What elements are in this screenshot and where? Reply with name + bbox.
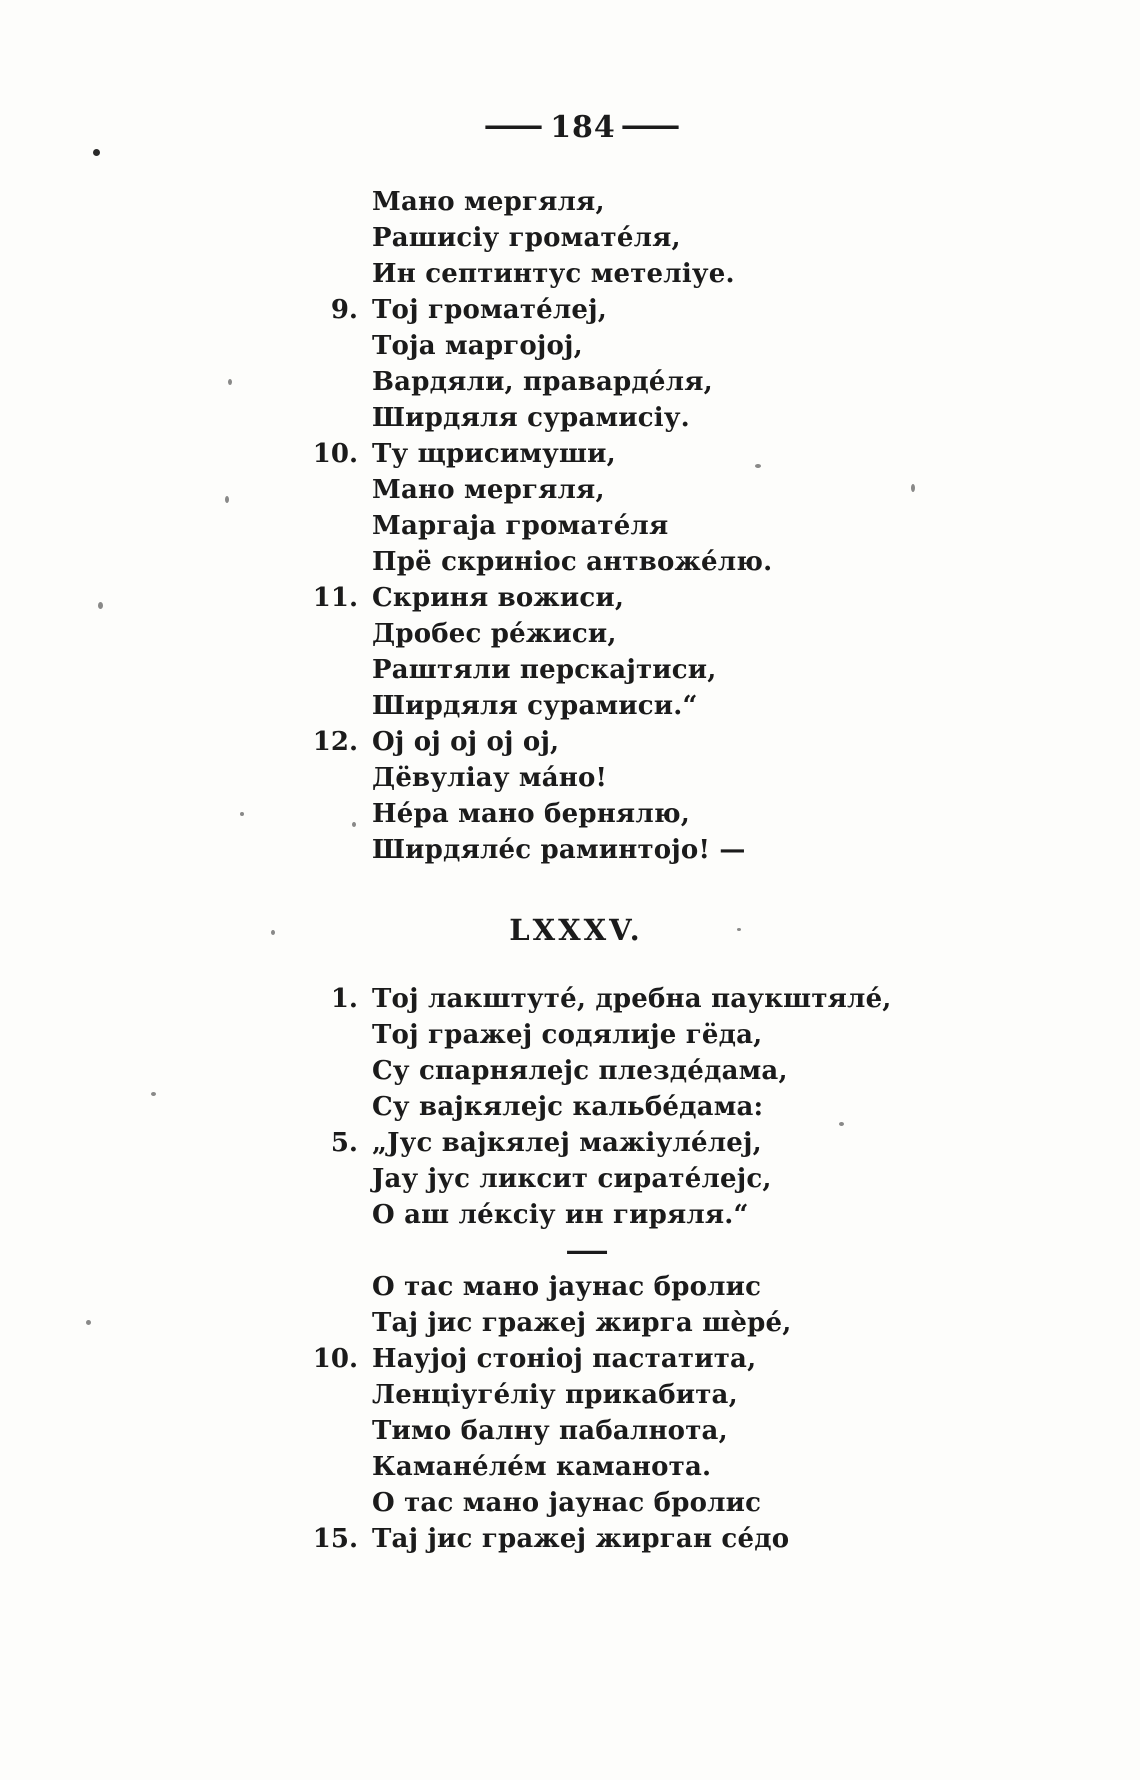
verse-line-text: Тој громате́леј, bbox=[372, 295, 608, 325]
verse-line-text: Су спарнялејс плезде́дама, bbox=[372, 1056, 788, 1086]
verse-line bbox=[290, 1269, 910, 1305]
verse-line-number bbox=[290, 652, 372, 688]
verse-line bbox=[290, 1125, 910, 1161]
verse-line bbox=[290, 580, 910, 616]
verse-line-text: Прё скриніос антвоже́лю. bbox=[372, 547, 773, 577]
scan-speck bbox=[98, 602, 103, 609]
verse-line bbox=[290, 292, 910, 328]
verse-line-number bbox=[290, 796, 372, 832]
verse-line-number bbox=[290, 256, 372, 292]
verse-line-number bbox=[290, 688, 372, 724]
verse-line-number: 15. bbox=[312, 1524, 358, 1554]
verse-line-number bbox=[290, 1269, 372, 1305]
verse-line-number bbox=[290, 1089, 372, 1125]
verse-line bbox=[290, 544, 910, 580]
verse-line bbox=[290, 184, 910, 220]
verse-line-number bbox=[290, 1413, 372, 1449]
verse-line-text: Рашисіу громате́ля, bbox=[372, 223, 681, 253]
verse-line bbox=[290, 1161, 910, 1197]
verse-line bbox=[290, 1413, 910, 1449]
scan-speck bbox=[271, 930, 275, 935]
verse-line-text: О тас мано јаунас бролис bbox=[372, 1272, 762, 1302]
verse-line-number bbox=[290, 220, 372, 256]
verse-line bbox=[290, 652, 910, 688]
verse-line-text: Су вајкялејс кальбе́дама: bbox=[372, 1092, 764, 1122]
verse-line-text: Јау јус ликсит сирате́лејс, bbox=[372, 1164, 772, 1194]
verse-line-text: О аш ле́ксіу ин гиряля.“ bbox=[372, 1200, 749, 1230]
verse-line-text: Мано мергяля, bbox=[372, 187, 605, 217]
verse-line-number bbox=[290, 616, 372, 652]
verse-line bbox=[290, 328, 910, 364]
verse-line-text: Тој лакштуте́, дребна паукштяле́, bbox=[372, 984, 892, 1014]
verse-line bbox=[290, 796, 910, 832]
verse-line-text: Не́ра мано бернялю, bbox=[372, 799, 690, 829]
verse-line-text: Тај јис гражеј жирган се́до bbox=[372, 1524, 790, 1554]
verse-line-text: Ширдяля сурамиси.“ bbox=[372, 691, 698, 721]
scan-speck bbox=[737, 928, 741, 931]
verse-line bbox=[290, 436, 910, 472]
stanza bbox=[290, 1269, 910, 1557]
verse-line-text: „Јус вајкялеј мажіуле́леј, bbox=[372, 1128, 762, 1158]
scan-speck bbox=[228, 379, 232, 385]
verse-line bbox=[290, 1089, 910, 1125]
verse-line-number: 9. bbox=[330, 295, 358, 325]
verse-line bbox=[290, 981, 910, 1017]
stanza bbox=[290, 981, 910, 1233]
verse-line bbox=[290, 688, 910, 724]
verse-line bbox=[290, 220, 910, 256]
verse-line bbox=[290, 508, 910, 544]
scan-speck bbox=[225, 496, 229, 503]
verse-line bbox=[290, 1449, 910, 1485]
verse-line bbox=[290, 256, 910, 292]
header-dash-right: — bbox=[618, 108, 684, 143]
verse-line-number bbox=[290, 1197, 372, 1233]
verse-line-number bbox=[290, 1017, 372, 1053]
verse-line-number: 10. bbox=[312, 1344, 358, 1374]
verse-line-text: Дробес ре́жиси, bbox=[372, 619, 617, 649]
scan-speck bbox=[93, 149, 100, 156]
verse-line-text: Скриня вожиси, bbox=[372, 583, 625, 613]
verse-line bbox=[290, 1305, 910, 1341]
header-dash-left: — bbox=[482, 108, 548, 143]
verse-line-number bbox=[290, 1305, 372, 1341]
verse-line-text: Вардяли, праварде́ля, bbox=[372, 367, 713, 397]
verse-line-number bbox=[290, 364, 372, 400]
verse-line bbox=[290, 1521, 910, 1557]
verse-line-text: Ширдяля сурамисіу. bbox=[372, 403, 690, 433]
verse-line-text: Ту щрисимуши, bbox=[372, 439, 616, 469]
verse-line-text: Наујој стоніој пастатита, bbox=[372, 1344, 757, 1374]
verse-line-text: Дёвуліау ма́но! bbox=[372, 763, 608, 793]
verse-line-number: 1. bbox=[330, 984, 358, 1014]
verse-line-number bbox=[290, 184, 372, 220]
verse-line-text: Маргаја громате́ля bbox=[372, 511, 669, 541]
stanza bbox=[290, 184, 910, 868]
verse-line bbox=[290, 1197, 910, 1233]
scan-speck bbox=[86, 1320, 91, 1325]
page-number: 184 bbox=[550, 110, 616, 145]
verse-line-text: Раштяли перскајтиси, bbox=[372, 655, 717, 685]
scan-speck bbox=[755, 464, 761, 468]
verse-line-number: 5. bbox=[330, 1128, 358, 1158]
verse-line-text: Ин септинтус метеліуе. bbox=[372, 259, 735, 289]
verse-line-text: Ленціуге́ліу прикабита, bbox=[372, 1380, 738, 1410]
verse-line bbox=[290, 364, 910, 400]
verse-line-number bbox=[290, 760, 372, 796]
verse-line bbox=[290, 832, 910, 868]
verse-line-text: Тај јис гражеј жирга шѐре́, bbox=[372, 1308, 792, 1338]
verse-line-number bbox=[290, 1377, 372, 1413]
verse-line bbox=[290, 472, 910, 508]
page-header bbox=[0, 110, 1140, 145]
verse-line-text: Ширдяле́с раминтојо! — bbox=[372, 835, 746, 865]
verse-line bbox=[290, 1341, 910, 1377]
verse-line-number bbox=[290, 544, 372, 580]
scan-speck bbox=[911, 484, 915, 492]
verse-line-number bbox=[290, 1485, 372, 1521]
verse-line-number bbox=[290, 400, 372, 436]
verse-line-number bbox=[290, 472, 372, 508]
verse-line bbox=[290, 616, 910, 652]
verse-line-number: 10. bbox=[312, 439, 358, 469]
verse-line bbox=[290, 400, 910, 436]
verse-line-text: Тимо балну пабалнота, bbox=[372, 1416, 728, 1446]
verse-line-number bbox=[290, 508, 372, 544]
verse-line-text: Тој гражеј содялије гёда, bbox=[372, 1020, 763, 1050]
verse-line-text: Мано мергяля, bbox=[372, 475, 605, 505]
verse-line bbox=[290, 1485, 910, 1521]
verse-line-number bbox=[290, 328, 372, 364]
verse-line bbox=[290, 724, 910, 760]
stanza-divider: — bbox=[564, 1234, 610, 1267]
scan-speck bbox=[352, 822, 356, 827]
verse-line bbox=[290, 760, 910, 796]
scan-speck bbox=[839, 1122, 844, 1126]
verse-line-text: О тас мано јаунас бролис bbox=[372, 1488, 762, 1518]
verse-line-text: Ој ој ој ој ој, bbox=[372, 727, 560, 757]
verse-line bbox=[290, 1377, 910, 1413]
verse-line bbox=[290, 1053, 910, 1089]
verse-line-number bbox=[290, 832, 372, 868]
section-heading: LXXXV. bbox=[509, 913, 643, 947]
poem-body bbox=[290, 184, 910, 1557]
verse-line-number bbox=[290, 1053, 372, 1089]
verse-line-number bbox=[290, 1161, 372, 1197]
verse-line-number: 11. bbox=[312, 583, 358, 613]
scan-speck bbox=[151, 1092, 156, 1096]
scan-speck bbox=[240, 812, 244, 816]
verse-line-number: 12. bbox=[312, 727, 358, 757]
verse-line-number bbox=[290, 1449, 372, 1485]
verse-line-text: Тоја маргојој, bbox=[372, 331, 583, 361]
verse-line-text: Камане́ле́м каманота. bbox=[372, 1452, 712, 1482]
verse-line bbox=[290, 1017, 910, 1053]
